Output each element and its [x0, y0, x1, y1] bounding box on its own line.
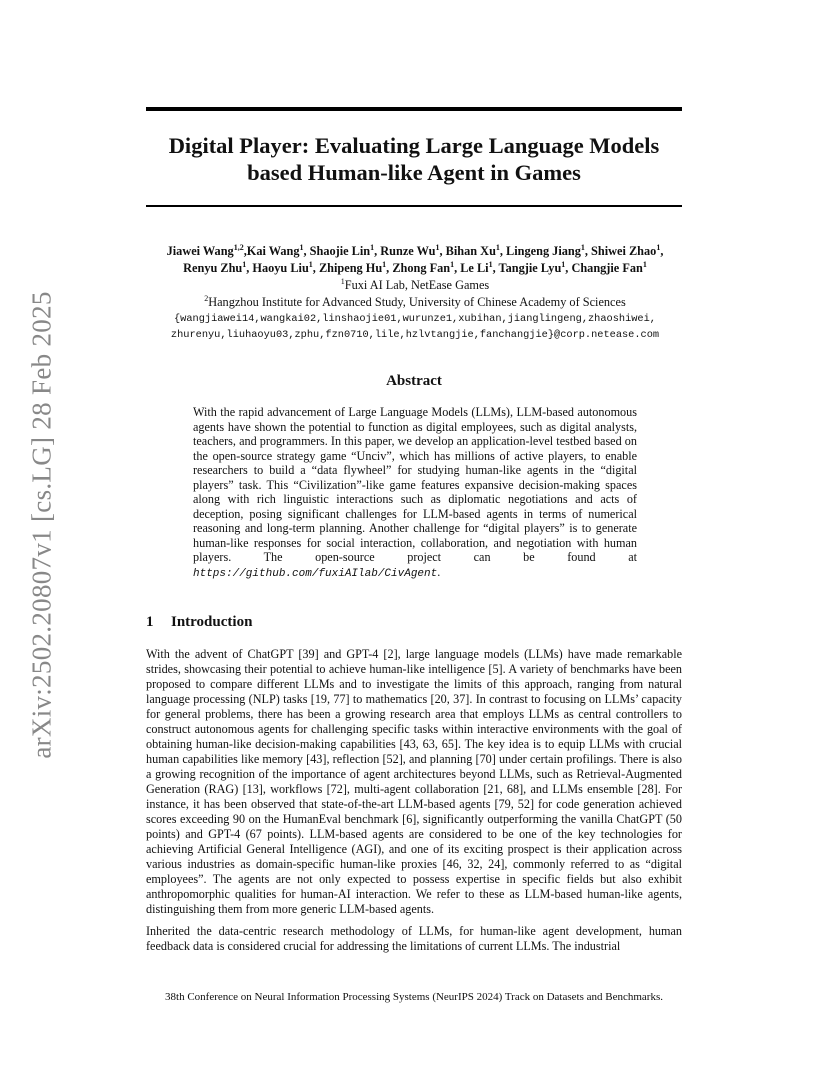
abstract-text: With the rapid advancement of Large Language Models (LLMs), LLM-based autonomous agents have shown the potential to function as digital employees, such as digital analysts, teachers, and programmers. In this paper, we develop an application-level testbed based on the open-source strategy game “Unciv”, which has millions of active players, to enable researchers to build a “data flywheel” for studying human-like agents in the “digital players” task. This “Civilization”-like game features expansive decision-making spaces along with rich linguistic interactions such as diplomatic negotiations and acts of deception, posing significant challenges for LLM-based agents in terms of numerical reasoning and long-term planning. Another challenge for “digital players” is to generate human-like responses for social interaction, collaboration, and negotiation with human players. The open-source project can be found at	[193, 405, 637, 564]
intro-paragraph-2: Inherited the data-centric research methodology of LLMs, for human-like agent development, human feedback data is considered crucial for addressing the limitations of current LLMs. The industrial	[146, 924, 682, 953]
author-affiliation-marker: 1	[435, 242, 440, 252]
introduction-body	[146, 647, 682, 954]
abstract-end: .	[437, 564, 441, 579]
author-name: , Bihan Xu	[439, 244, 496, 258]
author-name: , Runze Wu	[374, 244, 436, 258]
affiliation-1-marker: 1	[340, 276, 345, 286]
section-title: Introduction	[171, 614, 253, 630]
author-name: , Le Li	[454, 261, 489, 275]
intro-paragraph-1: With the advent of ChatGPT [39] and GPT-4 [2], large language models (LLMs) have made remarkable strides, showcasing their potential to achieve human-like intelligence [5]. A variety of benchmarks have been proposed to compare different LLMs and to investigate the limits of this approach, ranging from natural language processing (NLP) tasks [19, 77] to mathematics [20, 37]. In contrast to focusing on LLMs’ capacity for general problems, there has been a growing research area that employs LLMs as central controllers to construct autonomous agents for challenging specific tasks within interactive environments with the goal of obtaining human-like decision-making capabilities [43, 63, 65]. The key idea is to equip LLMs with crucial human capabilities like memory [43], reflection [52], and planning [70] under certain profilings. There is also a growing recognition of the importance of agent architectures beyond LLMs, such as Retrieval-Augmented Generation (RAG) [13], workflows [72], multi-agent collaboration [21, 68], and LLMs ensemble [28]. For instance, it has been observed that state-of-the-art LLM-based agents [79, 52] for code generation achieved scores exceeding 90 on the HumanEval benchmark [6], significantly outperforming the vanilla ChatGPT (50 points) and GPT-4 (67 points). LLM-based agents are considered to be one of the key technologies for achieving Artificial General Intelligence (AGI), and one of its exciting prospect is their application across various industries as domain-specific human-like proxies [46, 32, 24], commonly referred to as “digital employees”. The agents are not only expected to possess expertise in specific fields but also exhibit anthropomorphic qualities for human-AI interaction. We refer to these as LLM-based human-like agents, distinguishing them from more generic LLM-based agents.	[146, 647, 682, 916]
author-affiliation-marker: 1	[580, 242, 585, 252]
title-line-2: based Human-like Agent in Games	[247, 160, 581, 185]
author-name: Jiawei Wang	[166, 244, 234, 258]
author-name: ,	[660, 244, 664, 258]
email-line-2: zhurenyu,liuhaoyu03,zphu,fzn0710,lile,hzlvtangjie,fanchangjie}@corp.netease.com	[170, 329, 660, 341]
conference-footer: 38th Conference on Neural Information Processing Systems (NeurIPS 2024) Track on Datasets and Benchmarks.	[165, 991, 663, 1003]
affiliation-2-text: Hangzhou Institute for Advanced Study, University of Chinese Academy of Sciences	[208, 295, 626, 309]
abstract-body	[193, 405, 637, 581]
author-affiliation-marker: 1	[495, 242, 500, 252]
abstract-heading: Abstract	[386, 373, 442, 389]
author-affiliation-marker: 1	[299, 242, 304, 252]
author-name: , Zhipeng Hu	[312, 261, 383, 275]
author-affiliation-marker: 1	[656, 242, 661, 252]
author-name: , Shiwei Zhao	[584, 244, 657, 258]
author-affiliation-marker: 1	[370, 242, 375, 252]
author-affiliation-marker: 1	[382, 259, 387, 269]
title-top-rule	[146, 107, 682, 111]
title-bottom-rule	[146, 205, 682, 207]
author-affiliation-marker: 1	[242, 259, 247, 269]
author-affiliation-marker: 1,2	[233, 242, 244, 252]
email-line-1: {wangjiawei14,wangkai02,linshaojie01,wurunze1,xubihan,jianglingeng,zhaoshiwei,	[174, 313, 656, 325]
author-affiliation-marker: 1	[642, 259, 647, 269]
author-block	[120, 243, 710, 343]
affiliation-2-marker: 2	[204, 293, 209, 303]
author-affiliation-marker: 1	[450, 259, 455, 269]
author-affiliation-marker: 1	[561, 259, 566, 269]
author-name: , Lingeng Jiang	[499, 244, 581, 258]
affiliation-1	[120, 277, 710, 294]
author-list-line-1	[120, 243, 710, 260]
author-name: ,Kai Wang	[243, 244, 300, 258]
author-name: , Shaojie Lin	[303, 244, 371, 258]
author-name: , Tangjie Lyu	[492, 261, 562, 275]
author-affiliation-marker: 1	[488, 259, 493, 269]
author-name: Renyu Zhu	[183, 261, 243, 275]
author-name: , Zhong Fan	[386, 261, 451, 275]
affiliation-1-text: Fuxi AI Lab, NetEase Games	[344, 278, 490, 292]
arxiv-identifier: arXiv:2502.20807v1 [cs.LG] 28 Feb 2025	[26, 291, 57, 759]
author-name: , Haoyu Liu	[246, 261, 309, 275]
section-heading-introduction	[146, 614, 252, 631]
author-list-line-2	[120, 260, 710, 277]
section-number: 1	[146, 614, 154, 630]
affiliation-2	[120, 294, 710, 311]
author-affiliation-marker: 1	[308, 259, 313, 269]
title-line-1: Digital Player: Evaluating Large Language Models	[168, 133, 660, 158]
author-name: , Changjie Fan	[565, 261, 643, 275]
paper-title	[146, 132, 682, 186]
project-url-link[interactable]: https://github.com/fuxiAIlab/CivAgent	[193, 567, 438, 580]
